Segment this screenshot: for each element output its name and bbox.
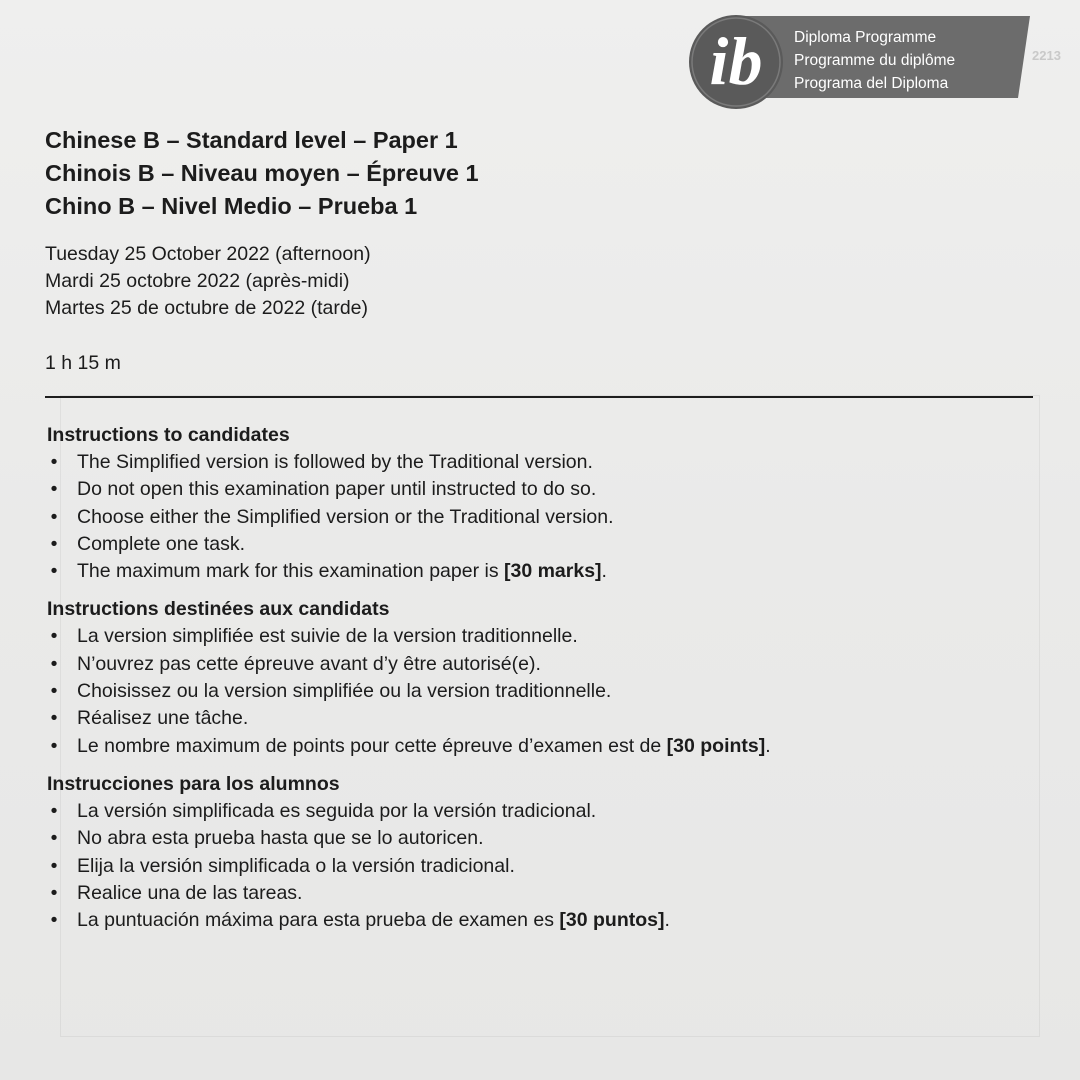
bullet-icon: •: [50, 532, 58, 555]
title-fr: Chinois B – Niveau moyen – Épreuve 1: [45, 160, 479, 186]
bullet-icon: •: [50, 680, 58, 703]
instruction-item: • N’ouvrez pas cette épreuve avant d’y être autorisé(e).: [47, 651, 1037, 678]
instruction-item: • Elija la versión simplificada o la versión tradicional.: [47, 853, 1037, 880]
instruction-item: • Réalisez une tâche.: [47, 705, 1037, 732]
bullet-icon: •: [50, 451, 58, 473]
section-heading: Instructions destinées aux candidats: [47, 598, 390, 621]
max-marks: [30 marks]: [503, 560, 602, 583]
exam-titles: [45, 124, 479, 223]
bullet-icon: •: [50, 505, 58, 528]
instruction-list: [47, 449, 1037, 585]
bullet-icon: •: [50, 881, 58, 904]
instruction-item: • Choisissez ou la version simplifiée ou la version traditionnelle.: [47, 678, 1037, 705]
bullet-icon: •: [50, 734, 58, 757]
title-en: Chinese B – Standard level – Paper 1: [45, 127, 458, 153]
ib-mark-text: ib: [709, 23, 763, 99]
bullet-icon: •: [50, 827, 58, 850]
section-heading: Instrucciones para los alumnos: [47, 772, 340, 795]
instruction-item: • The Simplified version is followed by the Traditional version.: [47, 449, 1037, 476]
instructions-section-en: [47, 421, 1037, 585]
instruction-item: • La puntuación máxima para esta prueba de examen es [30 puntos].: [47, 907, 1037, 934]
date-fr: Mardi 25 octobre 2022 (après-midi): [45, 270, 350, 292]
instruction-item: • No abra esta prueba hasta que se lo autoricen.: [47, 825, 1037, 852]
bullet-icon: •: [50, 707, 58, 730]
title-es: Chino B – Nivel Medio – Prueba 1: [45, 193, 418, 219]
instructions-section-fr: [47, 595, 1037, 759]
section-heading: Instructions to candidates: [47, 424, 290, 446]
instruction-item: • La version simplifiée est suivie de la version traditionnelle.: [47, 623, 1037, 650]
ib-programme-names: [794, 26, 955, 95]
date-en: Tuesday 25 October 2022 (afternoon): [45, 243, 371, 265]
max-points: [30 points]: [666, 734, 766, 757]
ib-line-fr: Programme du diplôme: [794, 52, 956, 69]
instruction-item: • Le nombre maximum de points pour cette épreuve d’examen est de [30 points].: [47, 733, 1037, 760]
bullet-icon: •: [50, 625, 58, 648]
instruction-list: [47, 798, 1037, 934]
bullet-icon: •: [50, 909, 58, 932]
instruction-item: • La versión simplificada es seguida por la versión tradicional.: [47, 798, 1037, 825]
bullet-icon: •: [50, 478, 58, 501]
instruction-item: • Complete one task.: [47, 531, 1037, 558]
instruction-item: • The maximum mark for this examination paper is [30 marks].: [47, 558, 1037, 585]
ib-line-en: Diploma Programme: [794, 29, 937, 46]
instruction-item: • Realice una de las tareas.: [47, 880, 1037, 907]
paper-code: 2213: [1032, 48, 1061, 63]
max-puntos: [30 puntos]: [559, 909, 665, 932]
instruction-item: • Do not open this examination paper until instructed to do so.: [47, 476, 1037, 503]
ib-logo-banner: [688, 14, 1038, 114]
ib-line-es: Programa del Diploma: [794, 75, 949, 92]
instructions-section-es: [47, 770, 1037, 934]
divider-rule: [45, 396, 1033, 398]
bullet-icon: •: [50, 652, 58, 675]
instructions-block: [47, 421, 1037, 944]
instruction-list: [47, 623, 1037, 759]
bullet-icon: •: [50, 560, 58, 583]
bullet-icon: •: [50, 799, 58, 822]
instruction-item: • Choose either the Simplified version or the Traditional version.: [47, 504, 1037, 531]
date-es: Martes 25 de octubre de 2022 (tarde): [45, 297, 369, 319]
exam-duration: 1 h 15 m: [45, 352, 121, 374]
bullet-icon: •: [50, 854, 58, 877]
exam-dates: [45, 241, 371, 322]
